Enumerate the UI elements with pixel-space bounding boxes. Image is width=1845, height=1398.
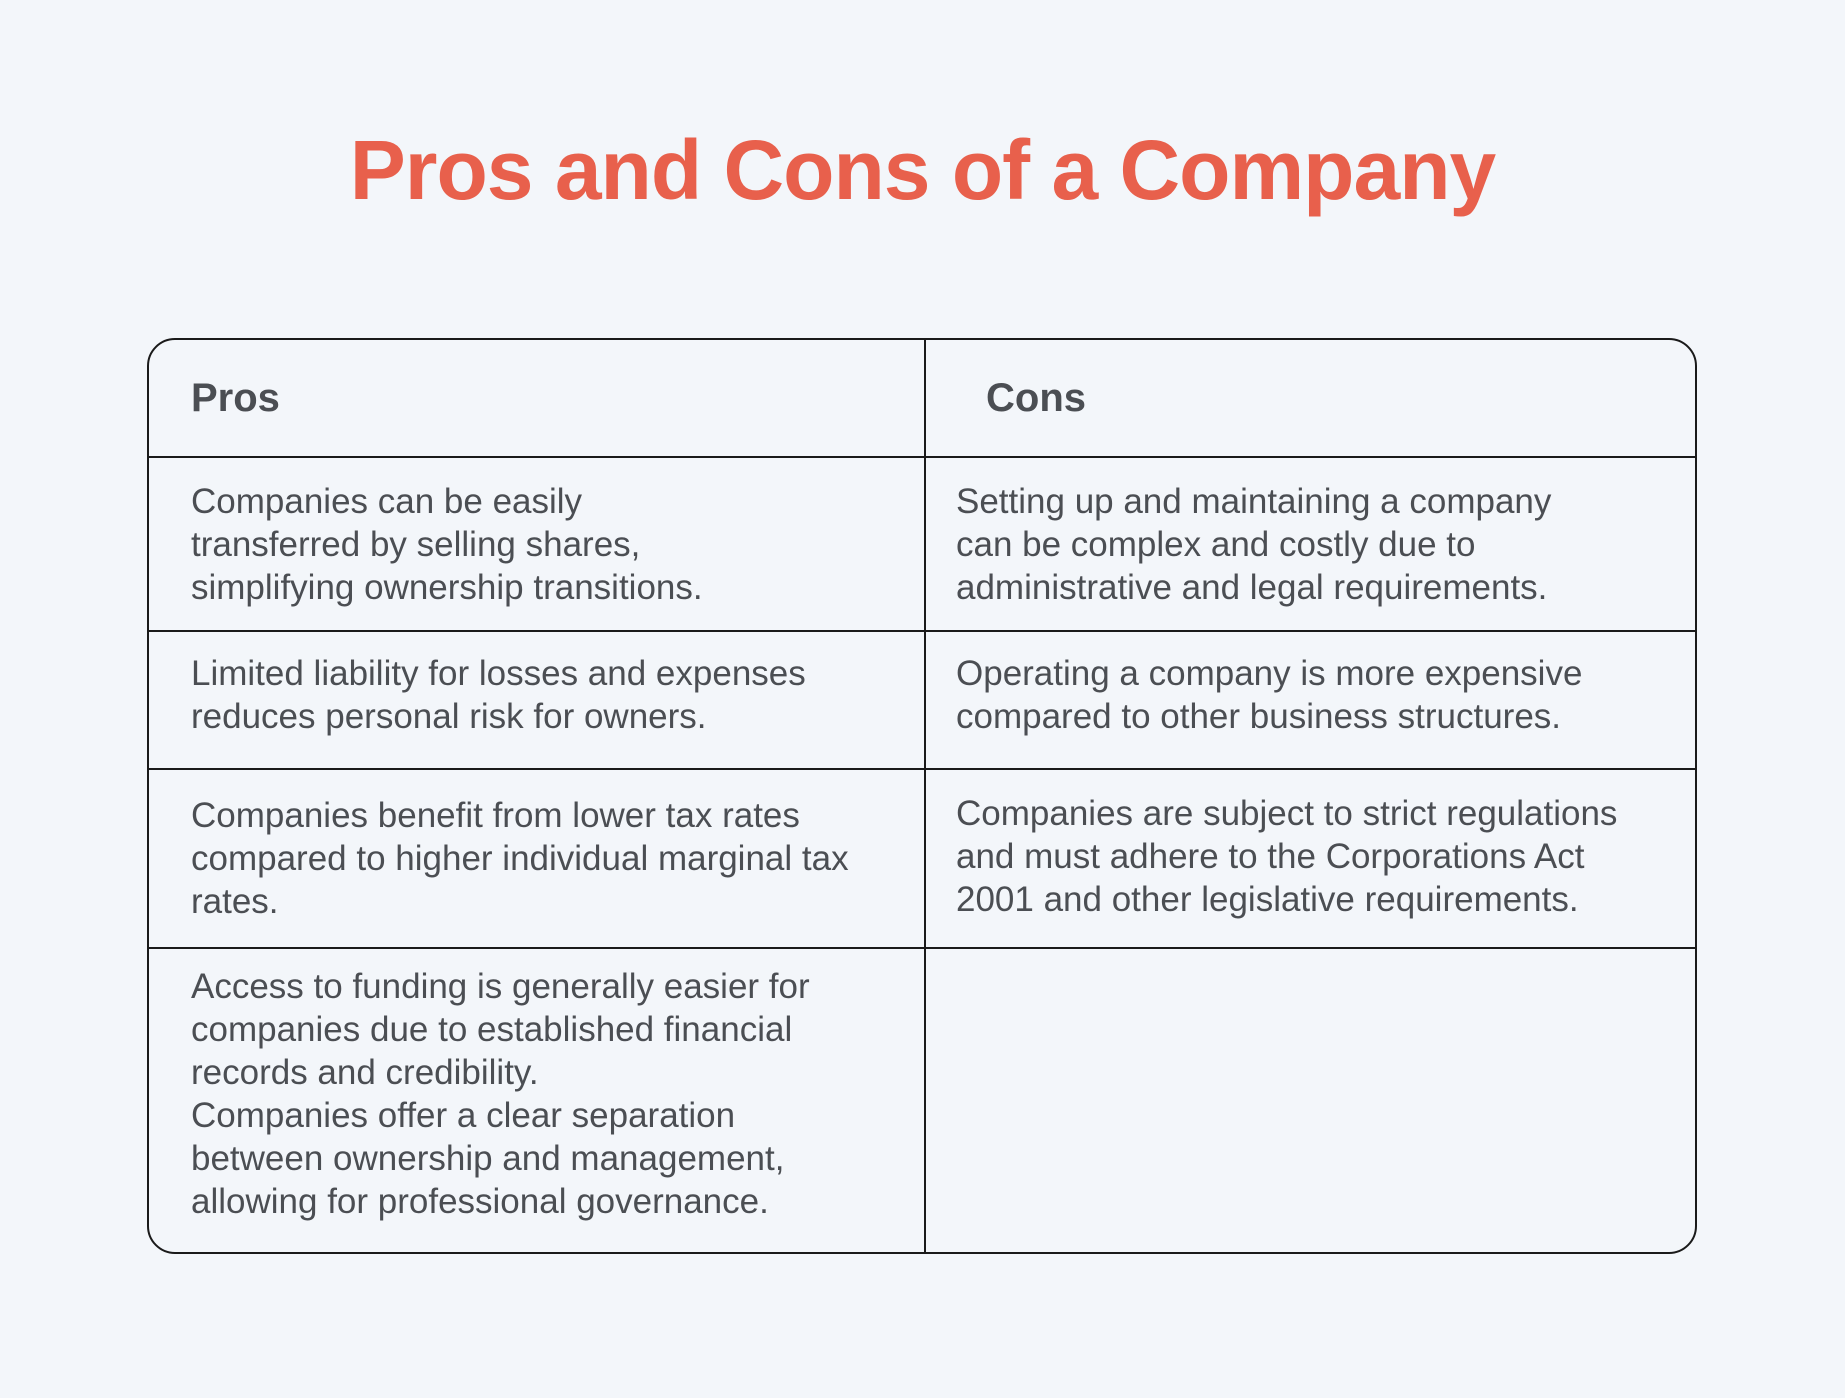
cons-cell-empty bbox=[925, 948, 1695, 1254]
table-row bbox=[149, 769, 1695, 948]
page-title: Pros and Cons of a Company bbox=[349, 123, 1496, 217]
table-row bbox=[149, 948, 1695, 1254]
cell-text-line: simplifying ownership transitions. bbox=[191, 568, 703, 607]
cell-text-line: compared to higher individual marginal tax bbox=[191, 839, 849, 878]
cell-text-line: compared to other business structures. bbox=[956, 697, 1562, 736]
cell-text-line: Setting up and maintaining a company bbox=[956, 482, 1552, 521]
cell-text-line: Companies can be easily bbox=[191, 482, 583, 521]
cell-text-line: between ownership and management, bbox=[191, 1139, 785, 1178]
pros-header: Pros bbox=[149, 340, 925, 457]
cell-text-line: Operating a company is more expensive bbox=[956, 654, 1583, 693]
cell-text-line: Companies offer a clear separation bbox=[191, 1096, 736, 1135]
pros-cell bbox=[149, 631, 925, 769]
cell-text-line: companies due to established financial bbox=[191, 1010, 793, 1049]
cell-text-line: records and credibility. bbox=[191, 1053, 539, 1092]
cell-text-line: 2001 and other legislative requirements. bbox=[956, 880, 1579, 919]
cell-text-line: rates. bbox=[191, 882, 279, 921]
cell-text-line: transferred by selling shares, bbox=[191, 525, 641, 564]
table-row bbox=[149, 631, 1695, 769]
table-row bbox=[149, 457, 1695, 631]
pros-cell bbox=[149, 948, 925, 1254]
pros-cell bbox=[149, 457, 925, 631]
cons-cell bbox=[925, 769, 1695, 948]
cons-cell bbox=[925, 457, 1695, 631]
cons-header: Cons bbox=[925, 340, 1695, 457]
pros-cell bbox=[149, 769, 925, 948]
cell-text-line: Limited liability for losses and expenses bbox=[191, 654, 806, 693]
cell-text-line: and must adhere to the Corporations Act bbox=[956, 837, 1585, 876]
cons-cell bbox=[925, 631, 1695, 769]
cell-text-line: Access to funding is generally easier for bbox=[191, 967, 810, 1006]
cell-text-line: allowing for professional governance. bbox=[191, 1182, 769, 1221]
cell-text-line: Companies benefit from lower tax rates bbox=[191, 796, 800, 835]
cell-text-line: reduces personal risk for owners. bbox=[191, 697, 707, 736]
cell-text-line: administrative and legal requirements. bbox=[956, 568, 1548, 607]
table-header-row bbox=[149, 340, 1695, 457]
cell-text-line: Companies are subject to strict regulations bbox=[956, 794, 1618, 833]
pros-cons-table bbox=[147, 338, 1697, 1254]
cell-text-line: can be complex and costly due to bbox=[956, 525, 1476, 564]
